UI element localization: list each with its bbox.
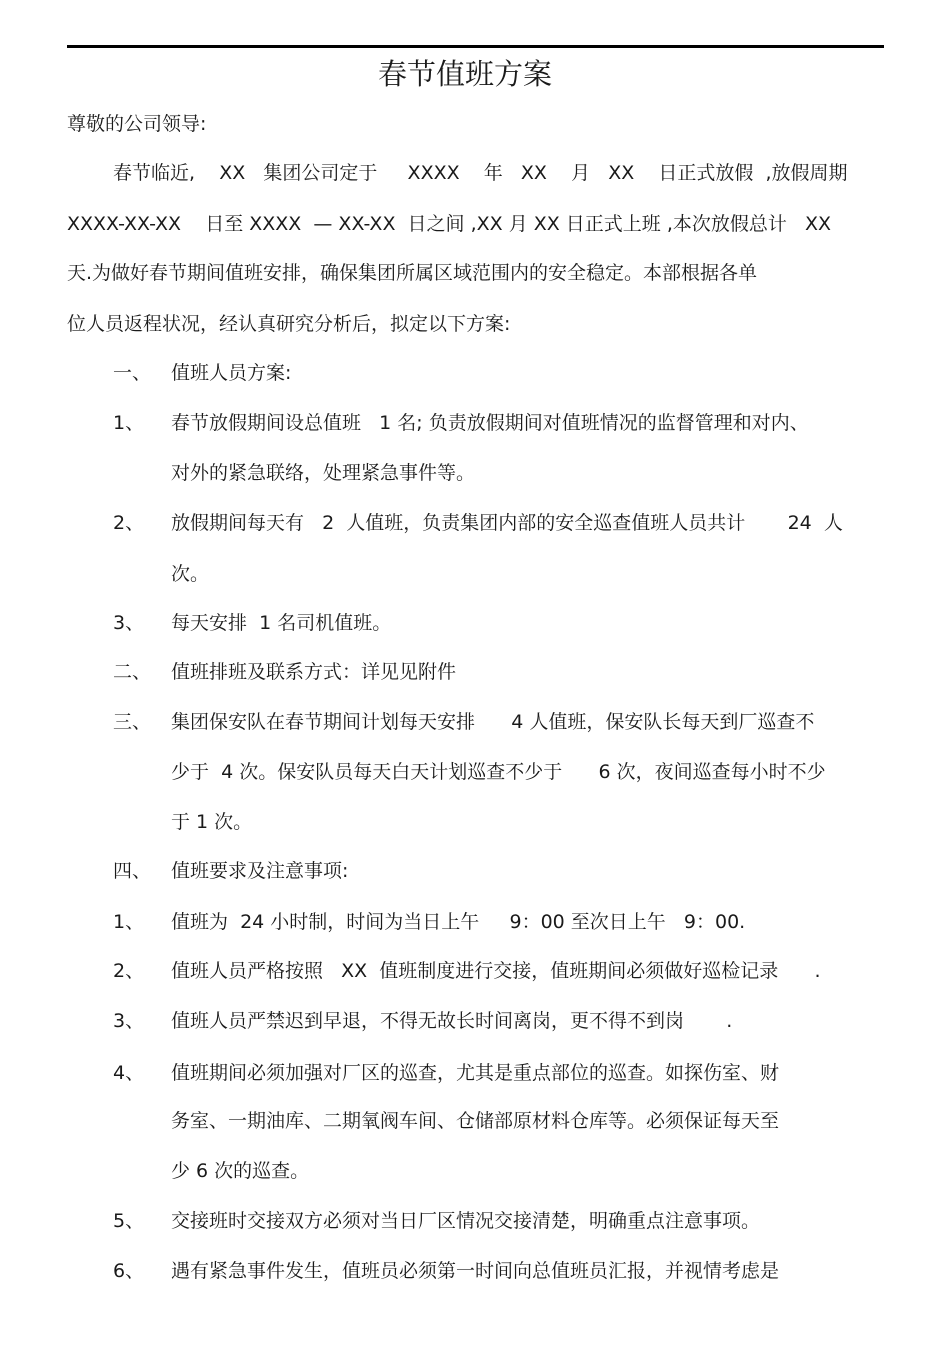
- intro-line: XXXX-XX-XX 日至 XXXX — XX-XX 日之间 ,XX 月 XX 日正式上班 ,本次放假总计 XX: [67, 213, 832, 235]
- item-text: 少 6 次的巡查。: [171, 1160, 310, 1182]
- item-text: 春节放假期间设总值班 1 名; 负责放假期间对值班情况的监督管理和对内、: [171, 412, 809, 434]
- item-text: 于 1 次。: [171, 811, 253, 833]
- item-text: 值班为 24 小时制，时间为当日上午 9：00 至次日上午 9：00.: [171, 911, 746, 933]
- item-number: 一、: [113, 362, 152, 384]
- page-title: 春节值班方案: [377, 57, 552, 91]
- greeting: 尊敬的公司领导:: [67, 113, 207, 135]
- item-text: 放假期间每天有 2 人值班，负责集团内部的安全巡查值班人员共计 24 人: [171, 512, 843, 534]
- item-text: 值班人员严禁迟到早退，不得无故长时间离岗，更不得不到岗 .: [171, 1010, 733, 1032]
- item-number: 6、: [113, 1260, 145, 1282]
- item-text: 值班要求及注意事项:: [171, 860, 349, 882]
- item-text: 少于 4 次。保安队员每天白天计划巡查不少于 6 次，夜间巡查每小时不少: [171, 761, 826, 783]
- item-text: 务室、一期油库、二期氧阀车间、仓储部原材料仓库等。必须保证每天至: [171, 1110, 780, 1132]
- item-number: 1、: [113, 911, 145, 933]
- item-text: 值班人员方案:: [171, 362, 292, 384]
- intro-line: 位人员返程状况，经认真研究分析后，拟定以下方案:: [67, 313, 511, 335]
- item-text: 次。: [171, 563, 210, 585]
- item-text: 交接班时交接双方必须对当日厂区情况交接清楚，明确重点注意事项。: [171, 1210, 761, 1232]
- item-text: 值班排班及联系方式：详见见附件: [171, 661, 457, 683]
- item-text: 值班期间必须加强对厂区的巡查，尤其是重点部位的巡查。如探伤室、财: [171, 1062, 780, 1084]
- item-number: 1、: [113, 412, 145, 434]
- item-text: 集团保安队在春节期间计划每天安排 4 人值班，保安队长每天到厂巡查不: [171, 711, 815, 733]
- intro-line: 天.为做好春节期间值班安排，确保集团所属区域范围内的安全稳定。本部根据各单: [67, 262, 758, 284]
- item-number: 3、: [113, 612, 145, 634]
- item-text: 遇有紧急事件发生，值班员必须第一时间向总值班员汇报，并视情考虑是: [171, 1260, 780, 1282]
- item-number: 4、: [113, 1062, 145, 1084]
- item-number: 三、: [113, 711, 152, 733]
- item-number: 2、: [113, 960, 145, 982]
- item-number: 2、: [113, 512, 145, 534]
- item-number: 5、: [113, 1210, 145, 1232]
- item-text: 值班人员严格按照 XX 值班制度进行交接，值班期间必须做好巡检记录 .: [171, 960, 821, 982]
- item-text: 对外的紧急联络，处理紧急事件等。: [171, 462, 476, 484]
- item-number: 二、: [113, 661, 152, 683]
- intro-line: 春节临近, XX 集团公司定于 XXXX 年 XX 月 XX 日正式放假 ,放假周期: [113, 162, 848, 184]
- header-rule: [67, 45, 884, 48]
- item-number: 3、: [113, 1010, 145, 1032]
- item-text: 每天安排 1 名司机值班。: [171, 612, 392, 634]
- item-number: 四、: [113, 860, 152, 882]
